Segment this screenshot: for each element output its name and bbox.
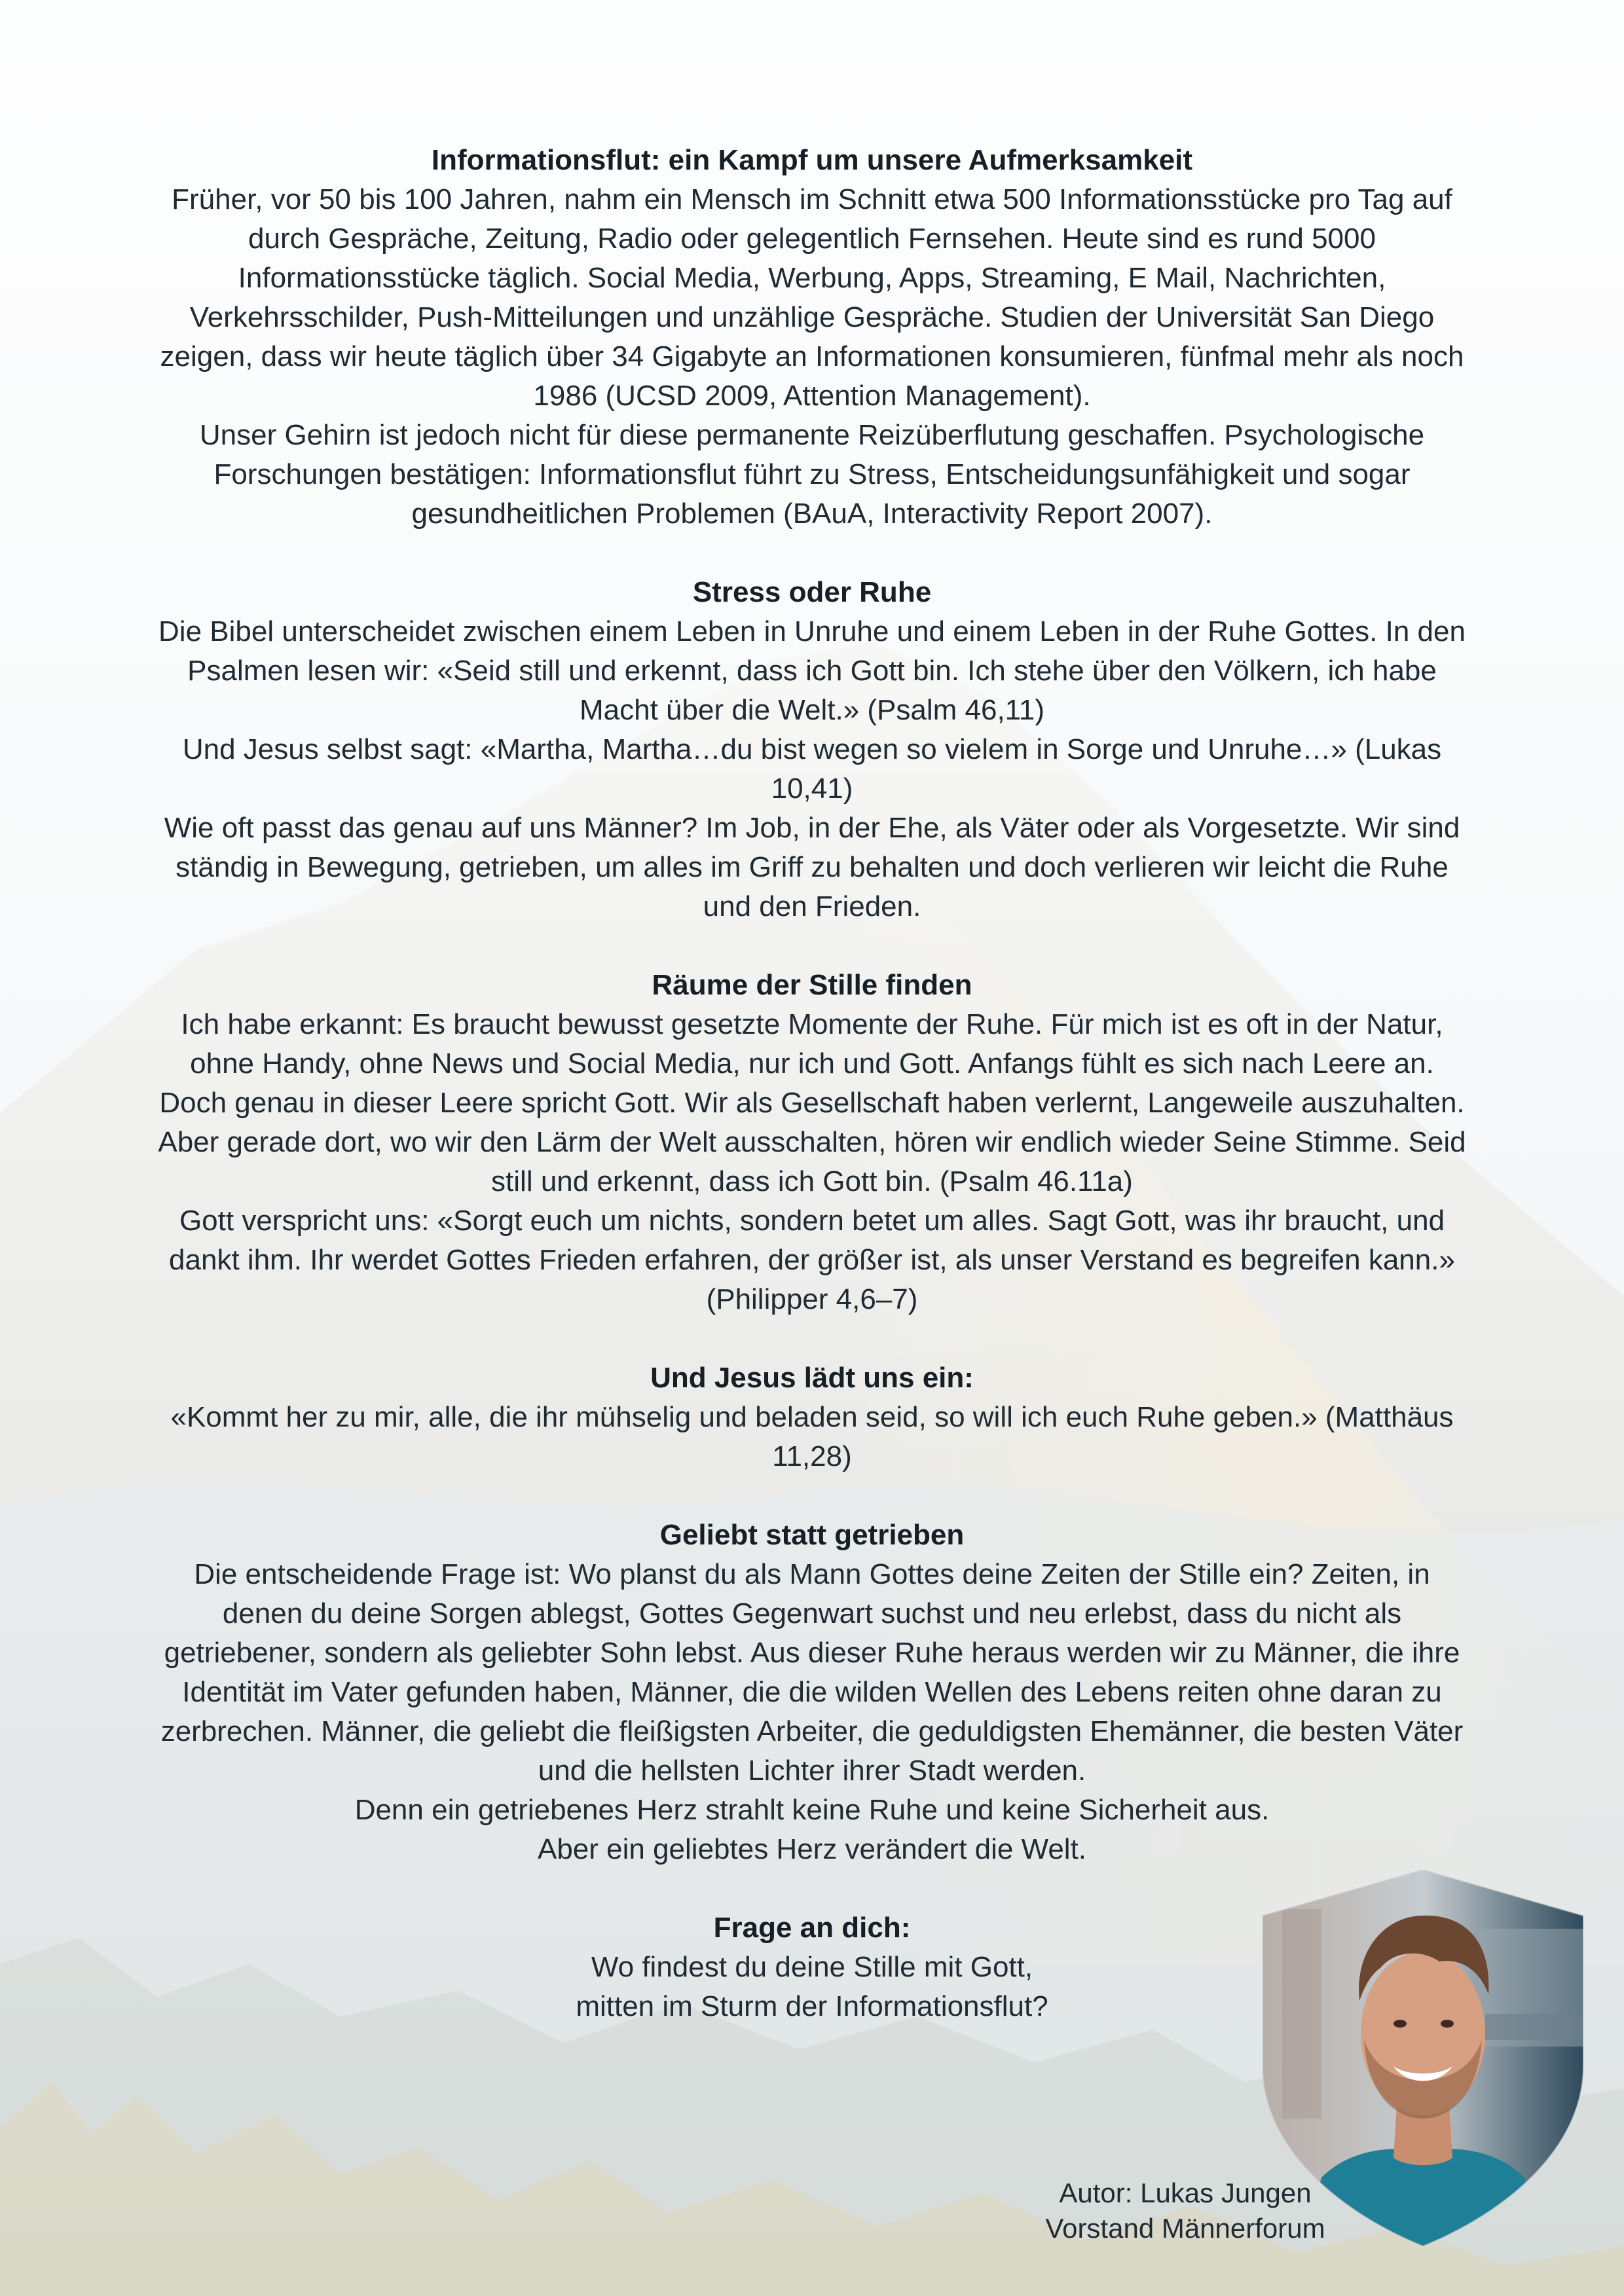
section-stress-oder-ruhe (157, 573, 1467, 926)
section-paragraph: «Kommt her zu mir, alle, die ihr mühselig und beladen seid, so will ich euch Ruhe geben.» (Matthäus 11,28) (170, 1401, 1454, 1472)
section-heading: Und Jesus lädt uns ein: (650, 1362, 974, 1394)
section-paragraph: Gott verspricht uns: «Sorgt euch um nichts, sondern betet um alles. Sagt Gott, was ihr braucht, und dankt ihm. Ihr werdet Gottes Frieden erfahren, der größer ist, als unser Verstand es begreifen kann.» (Philipper 4,6–7) (169, 1205, 1455, 1315)
author-role: Vorstand Männerforum (1045, 2213, 1325, 2244)
section-raeume-der-stille (157, 966, 1467, 1319)
section-paragraph: Aber ein geliebtes Herz verändert die Welt. (537, 1833, 1087, 1865)
section-heading: Stress oder Ruhe (692, 576, 932, 608)
section-heading: Räume der Stille finden (652, 969, 972, 1001)
section-paragraph: Denn ein getriebenes Herz strahlt keine Ruhe und keine Sicherheit aus. (354, 1794, 1270, 1826)
section-paragraph: Ich habe erkannt: Es braucht bewusst gesetzte Momente der Ruhe. Für mich ist es oft in der Natur, ohne Handy, ohne News und Social Media, nur ich und Gott. Anfangs fühlt es sich nach Leere an. Doch genau in dieser Leere spricht Gott. Wir als Gesellschaft haben verlernt, Langeweile auszuhalten. Aber gerade dort, wo wir den Lärm der Welt ausschalten, hören wir endlich wieder Seine Stimme. Seid still und erkennt, dass ich Gott bin. (Psalm 46.11a) (158, 1008, 1466, 1197)
section-geliebt-statt-getrieben (157, 1516, 1467, 1869)
section-heading: Informationsflut: ein Kampf um unsere Aufmerksamkeit (431, 144, 1193, 176)
section-paragraph: Wie oft passt das genau auf uns Männer? Im Job, in der Ehe, als Väter oder als Vorgesetzte. Wir sind ständig in Bewegung, getrieben, um alles im Griff zu behalten und doch verlieren wir leicht die Ruhe und den Frieden. (164, 812, 1460, 922)
section-heading: Frage an dich: (713, 1912, 911, 1944)
author-credit (956, 2176, 1414, 2246)
section-paragraph: Früher, vor 50 bis 100 Jahren, nahm ein Mensch im Schnitt etwa 500 Informationsstücke pro Tag auf durch Gespräche, Zeitung, Radio oder gelegentlich Fernsehen. Heute sind es rund 5000 Informationsstücke täglich. Social Media, Werbung, Apps, Streaming, E Mail, Nachrichten, Verkehrsschilder, Push-Mitteilungen und unzählige Gespräche. Studien der Universität San Diego zeigen, dass wir heute täglich über 34 Gigabyte an Informationen konsumieren, fünfmal mehr als noch 1986 (UCSD 2009, Attention Management). (160, 183, 1464, 412)
article (157, 141, 1467, 2066)
section-paragraph: mitten im Sturm der Informationsflut? (576, 1990, 1048, 2022)
author-name: Autor: Lukas Jungen (1059, 2178, 1312, 2208)
section-heading: Geliebt statt getrieben (659, 1519, 965, 1551)
section-paragraph: Die Bibel unterscheidet zwischen einem Leben in Unruhe und einem Leben in der Ruhe Gottes. In den Psalmen lesen wir: «Seid still und erkennt, dass ich Gott bin. Ich stehe über den Völkern, ich habe Macht über die Welt.» (Psalm 46,11) (158, 615, 1466, 726)
section-paragraph: Wo findest du deine Stille mit Gott, (591, 1951, 1033, 1983)
section-paragraph: Und Jesus selbst sagt: «Martha, Martha…du bist wegen so vielem in Sorge und Unruhe…» (Lukas 10,41) (182, 733, 1442, 805)
section-paragraph: Die entscheidende Frage ist: Wo planst du als Mann Gottes deine Zeiten der Stille ein? Zeiten, in denen du deine Sorgen ablegst, Gottes Gegenwart suchst und neu erlebst, dass du nicht als getriebener, sondern als geliebter Sohn lebst. Aus dieser Ruhe heraus werden wir zu Männer, die ihre Identität im Vater gefunden haben, Männer, die die wilden Wellen des Lebens reiten ohne daran zu zerbrechen. Männer, die geliebt die fleißigsten Arbeiter, die geduldigsten Ehemänner, die besten Väter und die hellsten Lichter ihrer Stadt werden. (160, 1558, 1464, 1787)
section-jesus-laedt-ein (157, 1358, 1467, 1476)
section-paragraph: Unser Gehirn ist jedoch nicht für diese permanente Reizüberflutung geschaffen. Psychologische Forschungen bestätigen: Informationsflut führt zu Stress, Entscheidungsunfähigkeit und sogar gesundheitlichen Problemen (BAuA, Interactivity Report 2007). (199, 419, 1425, 530)
section-informationsflut (157, 141, 1467, 534)
